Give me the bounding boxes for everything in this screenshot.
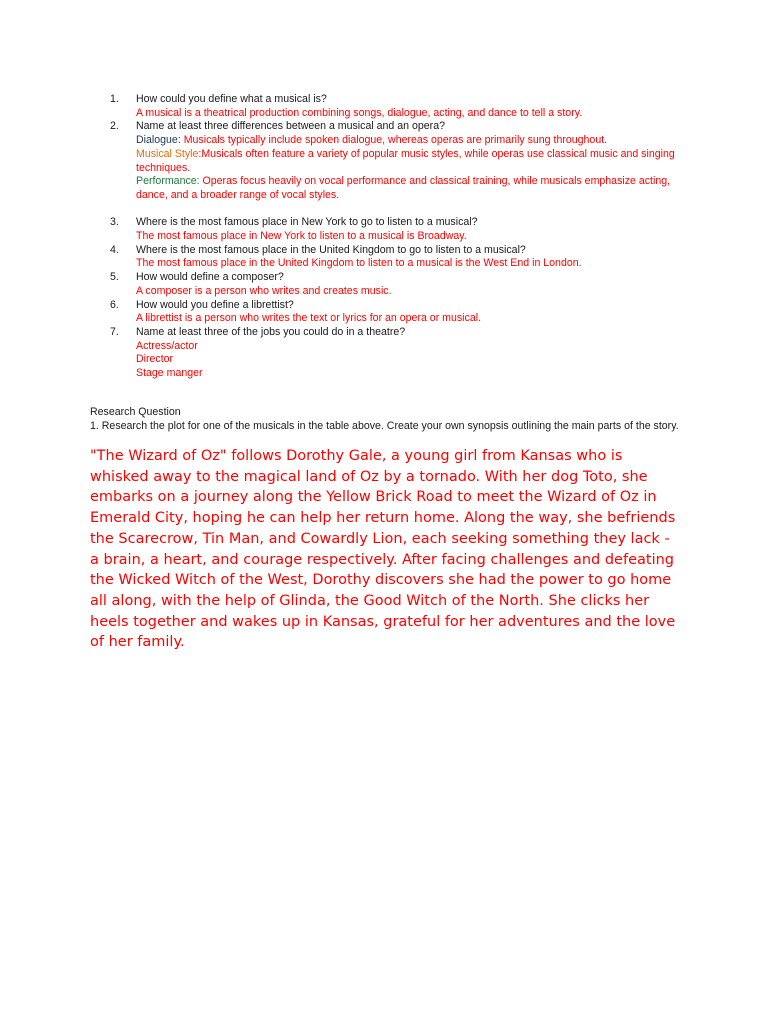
difference-text: Musicals typically include spoken dialogue, whereas operas are primarily sung throughout.	[180, 134, 608, 147]
question-text: How would you define a librettist?	[136, 298, 294, 311]
difference-label: Dialogue:	[136, 134, 181, 147]
question-item-6	[110, 299, 680, 326]
answer-text: The most famous place in the United Kingdom to listen to a musical is the West End in London.	[136, 257, 582, 270]
question-item-7	[110, 326, 680, 381]
answer-text: The most famous place in New York to listen to a musical is Broadway.	[136, 230, 467, 243]
blank-line	[136, 203, 680, 217]
difference-label: Performance:	[136, 175, 200, 188]
question-text: Name at least three differences between a musical and an opera?	[136, 120, 445, 133]
question-text: How could you define what a musical is?	[136, 93, 327, 105]
job-item: Director	[136, 353, 174, 366]
question-item-4	[110, 244, 680, 271]
question-number: 4.	[110, 243, 119, 256]
question-list	[110, 93, 680, 381]
answer-text: A librettist is a person who writes the text or lyrics for an opera or musical.	[136, 312, 482, 325]
question-item-2	[110, 120, 680, 216]
question-item-5	[110, 271, 680, 298]
research-prompt: 1. Research the plot for one of the musicals in the table above. Create your own synopsis outlining the main parts of the story.	[90, 419, 679, 432]
question-text: Name at least three of the jobs you could do in a theatre?	[136, 325, 406, 338]
question-number: 6.	[110, 298, 119, 311]
job-item: Stage manger	[136, 367, 203, 380]
question-number: 5.	[110, 271, 119, 284]
question-number: 2.	[110, 120, 119, 133]
research-heading: Research Question	[90, 406, 181, 418]
question-number: 1.	[110, 93, 119, 105]
difference-dialogue	[136, 134, 680, 148]
job-item: Actress/actor	[136, 339, 198, 352]
question-number: 7.	[110, 325, 119, 338]
answer-text: A musical is a theatrical production combining songs, dialogue, acting, and dance to tell a story.	[136, 106, 583, 119]
synopsis-text: "The Wizard of Oz" follows Dorothy Gale, a young girl from Kansas who is whisked away to the magical land of Oz by a tornado. With her dog Toto, she embarks on a journey along the Yellow Brick Road to meet the Wizard of Oz in Emerald City, hoping he can help her return home. Along the way, she befriends the Scarecrow, Tin Man, and Cowardly Lion, each seeking something they lack - a brain, a heart, and courage respectively. After facing challenges and defeating the Wicked Witch of the West, Dorothy discovers she had the power to go home all along, with the help of Glinda, the Good Witch of the North. She clicks her heels together and wakes up in Kansas, grateful for her adventures and the love of her family.	[90, 448, 676, 651]
question-text: Where is the most famous place in New York to go to listen to a musical?	[136, 216, 478, 229]
difference-performance	[136, 175, 680, 202]
question-item-3	[110, 216, 680, 243]
question-item-1	[110, 93, 680, 120]
question-text: Where is the most famous place in the United Kingdom to go to listen to a musical?	[136, 243, 526, 256]
difference-musical-style	[136, 148, 680, 175]
answer-text: A composer is a person who writes and creates music.	[136, 284, 392, 297]
difference-label: Musical Style	[136, 147, 199, 160]
research-section	[90, 406, 680, 433]
question-number: 3.	[110, 216, 119, 229]
question-text: How would define a composer?	[136, 271, 284, 284]
difference-text: Operas focus heavily on vocal performance and classical training, while musicals emphasize acting, dance, and a broader range of vocal styles.	[136, 175, 671, 201]
difference-text: :Musicals often feature a variety of popular music styles, while operas use classical music and singing techniques.	[136, 147, 675, 174]
